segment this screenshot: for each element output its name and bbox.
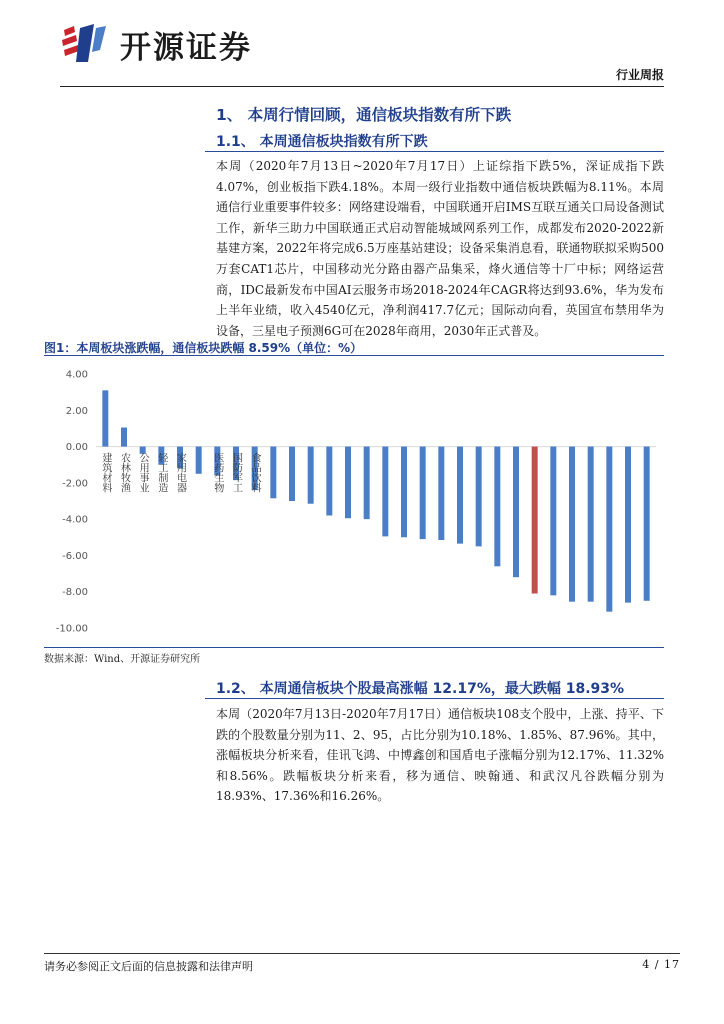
page-number: 4 / 17 <box>642 958 680 971</box>
bar-商业贸易 <box>401 447 407 538</box>
y-tick-label: -4.00 <box>62 514 88 526</box>
bar-钢铁 <box>326 447 332 516</box>
figure-bottom-divider <box>44 647 664 648</box>
figure-divider <box>44 355 664 356</box>
company-logo <box>58 22 252 66</box>
y-tick-label: 4.00 <box>65 369 88 381</box>
y-tick-label: -10.00 <box>55 623 88 635</box>
x-tick-label: 家用电器 <box>174 452 186 493</box>
bar-综合金融 <box>625 447 631 603</box>
bar-计算机 <box>569 447 575 602</box>
subsection-divider <box>205 151 664 152</box>
sector-change-bar-chart <box>44 358 664 644</box>
y-axis <box>56 370 656 635</box>
bar-综合 <box>196 447 202 474</box>
bar-休闲服务 <box>345 447 351 519</box>
bar-通信 <box>550 447 556 596</box>
bar-非银金融 <box>476 447 482 547</box>
kaiyuan-logo-icon <box>58 22 114 66</box>
bar-传媒 <box>532 447 538 594</box>
bar-有色金属 <box>513 447 519 578</box>
logo-text: 开源证券 <box>120 29 252 66</box>
bar-建筑材料 <box>102 390 108 446</box>
x-axis-labels <box>100 451 261 493</box>
report-type-label: 行业周报 <box>615 68 664 82</box>
y-tick-label: -6.00 <box>62 550 88 562</box>
x-tick-label: 农林牧渔 <box>118 452 130 493</box>
x-tick-label: 公用事业 <box>137 452 149 493</box>
stock-movement-paragraph: 本周（2020年7月13日-2020年7月17日）通信板块108支个股中，上涨、持平、下跌的个股数量分别为11、2、95，占比分别为10.18%、1.85%、87.96%。其中，涨幅板块分析来看，佳讯飞鸿、中博鑫创和国盾电子涨幅分别为12.17%、11.32%和8.56%。跌幅板块分析来看，移为通信、映翰通、和武汉凡谷跌幅分别为18.93%、17.36%和16.26%。 <box>216 707 664 804</box>
bar-电气设备 <box>588 447 594 602</box>
disclaimer-text: 请务必参阅正文后面的信息披露和法律声明 <box>44 960 253 973</box>
bar-计算机应用 <box>644 447 650 601</box>
bar-汽车 <box>457 447 463 544</box>
x-tick-label: 医药生物 <box>211 452 223 493</box>
y-tick-label: -8.00 <box>62 587 88 599</box>
bar-采掘 <box>438 447 444 540</box>
bar-化工 <box>382 447 388 537</box>
bar-纺织服装 <box>270 447 276 499</box>
bars <box>99 390 649 611</box>
section-heading: 1、 本周行情回顾，通信板块指数有所下跌 <box>216 106 512 124</box>
data-source: 数据来源：Wind、开源证券研究所 <box>44 654 201 665</box>
x-tick-label: 国防军工 <box>230 452 242 493</box>
weekly-review-paragraph: 本周（2020年7月13日~2020年7月17日）上证综指下跌5%，深证成指下跌4.07%，创业板指下跌4.18%。本周一级行业指数中通信板块跌幅为8.11%。本周通信行业重要事件较多：网络建设端看，中国联通开启IMS互联互通关口局设备测试工作，新华三助力中国联通正式启动智能城域网系列工作，成都发布2020-2022新基建方案，2022年将完成6.5万座基站建设；设备采集消息看，联通物联拟采购500万套CAT1芯片，中国移动光分路由器产品集采，烽火通信等十厂中标；网络运营商，IDC最新发布中国AI云服务市场2018-2024年CAGR将达到93.6%，华为发布上半年业绩，收入4540亿元，净利润417.7亿元；国际动向看，英国宣布禁用华为设备，三星电子预测6G可在2028年商用，2030年正式普及。 <box>216 159 664 338</box>
figure-title: 图1：本周板块涨跌幅，通信板块跌幅 8.59%（单位：%） <box>44 341 363 355</box>
bar-农林牧渔 <box>121 428 127 447</box>
subsection-heading-1-1: 1.1、 本周通信板块指数有所下跌 <box>216 134 428 150</box>
x-tick-label: 轻工制造 <box>155 452 167 493</box>
subsection-heading-1-2: 1.2、 本周通信板块个股最高涨幅 12.17%，最大跌幅 18.93% <box>216 681 625 697</box>
bar-交通运输 <box>308 447 314 504</box>
bar-电子 <box>606 447 612 612</box>
footer-divider <box>44 953 680 954</box>
y-tick-label: 0.00 <box>65 442 88 454</box>
bar-银行 <box>364 447 370 520</box>
bar-房地产 <box>420 447 426 540</box>
y-tick-label: 2.00 <box>65 405 88 417</box>
bar-建筑装饰 <box>289 447 295 501</box>
x-tick-label: 建筑材料 <box>99 452 111 493</box>
y-tick-label: -2.00 <box>62 478 88 490</box>
subsection-divider-2 <box>205 698 664 699</box>
x-tick-label: 食品饮料 <box>249 452 261 493</box>
bar-机械设备 <box>494 447 500 567</box>
header-divider <box>60 86 664 87</box>
